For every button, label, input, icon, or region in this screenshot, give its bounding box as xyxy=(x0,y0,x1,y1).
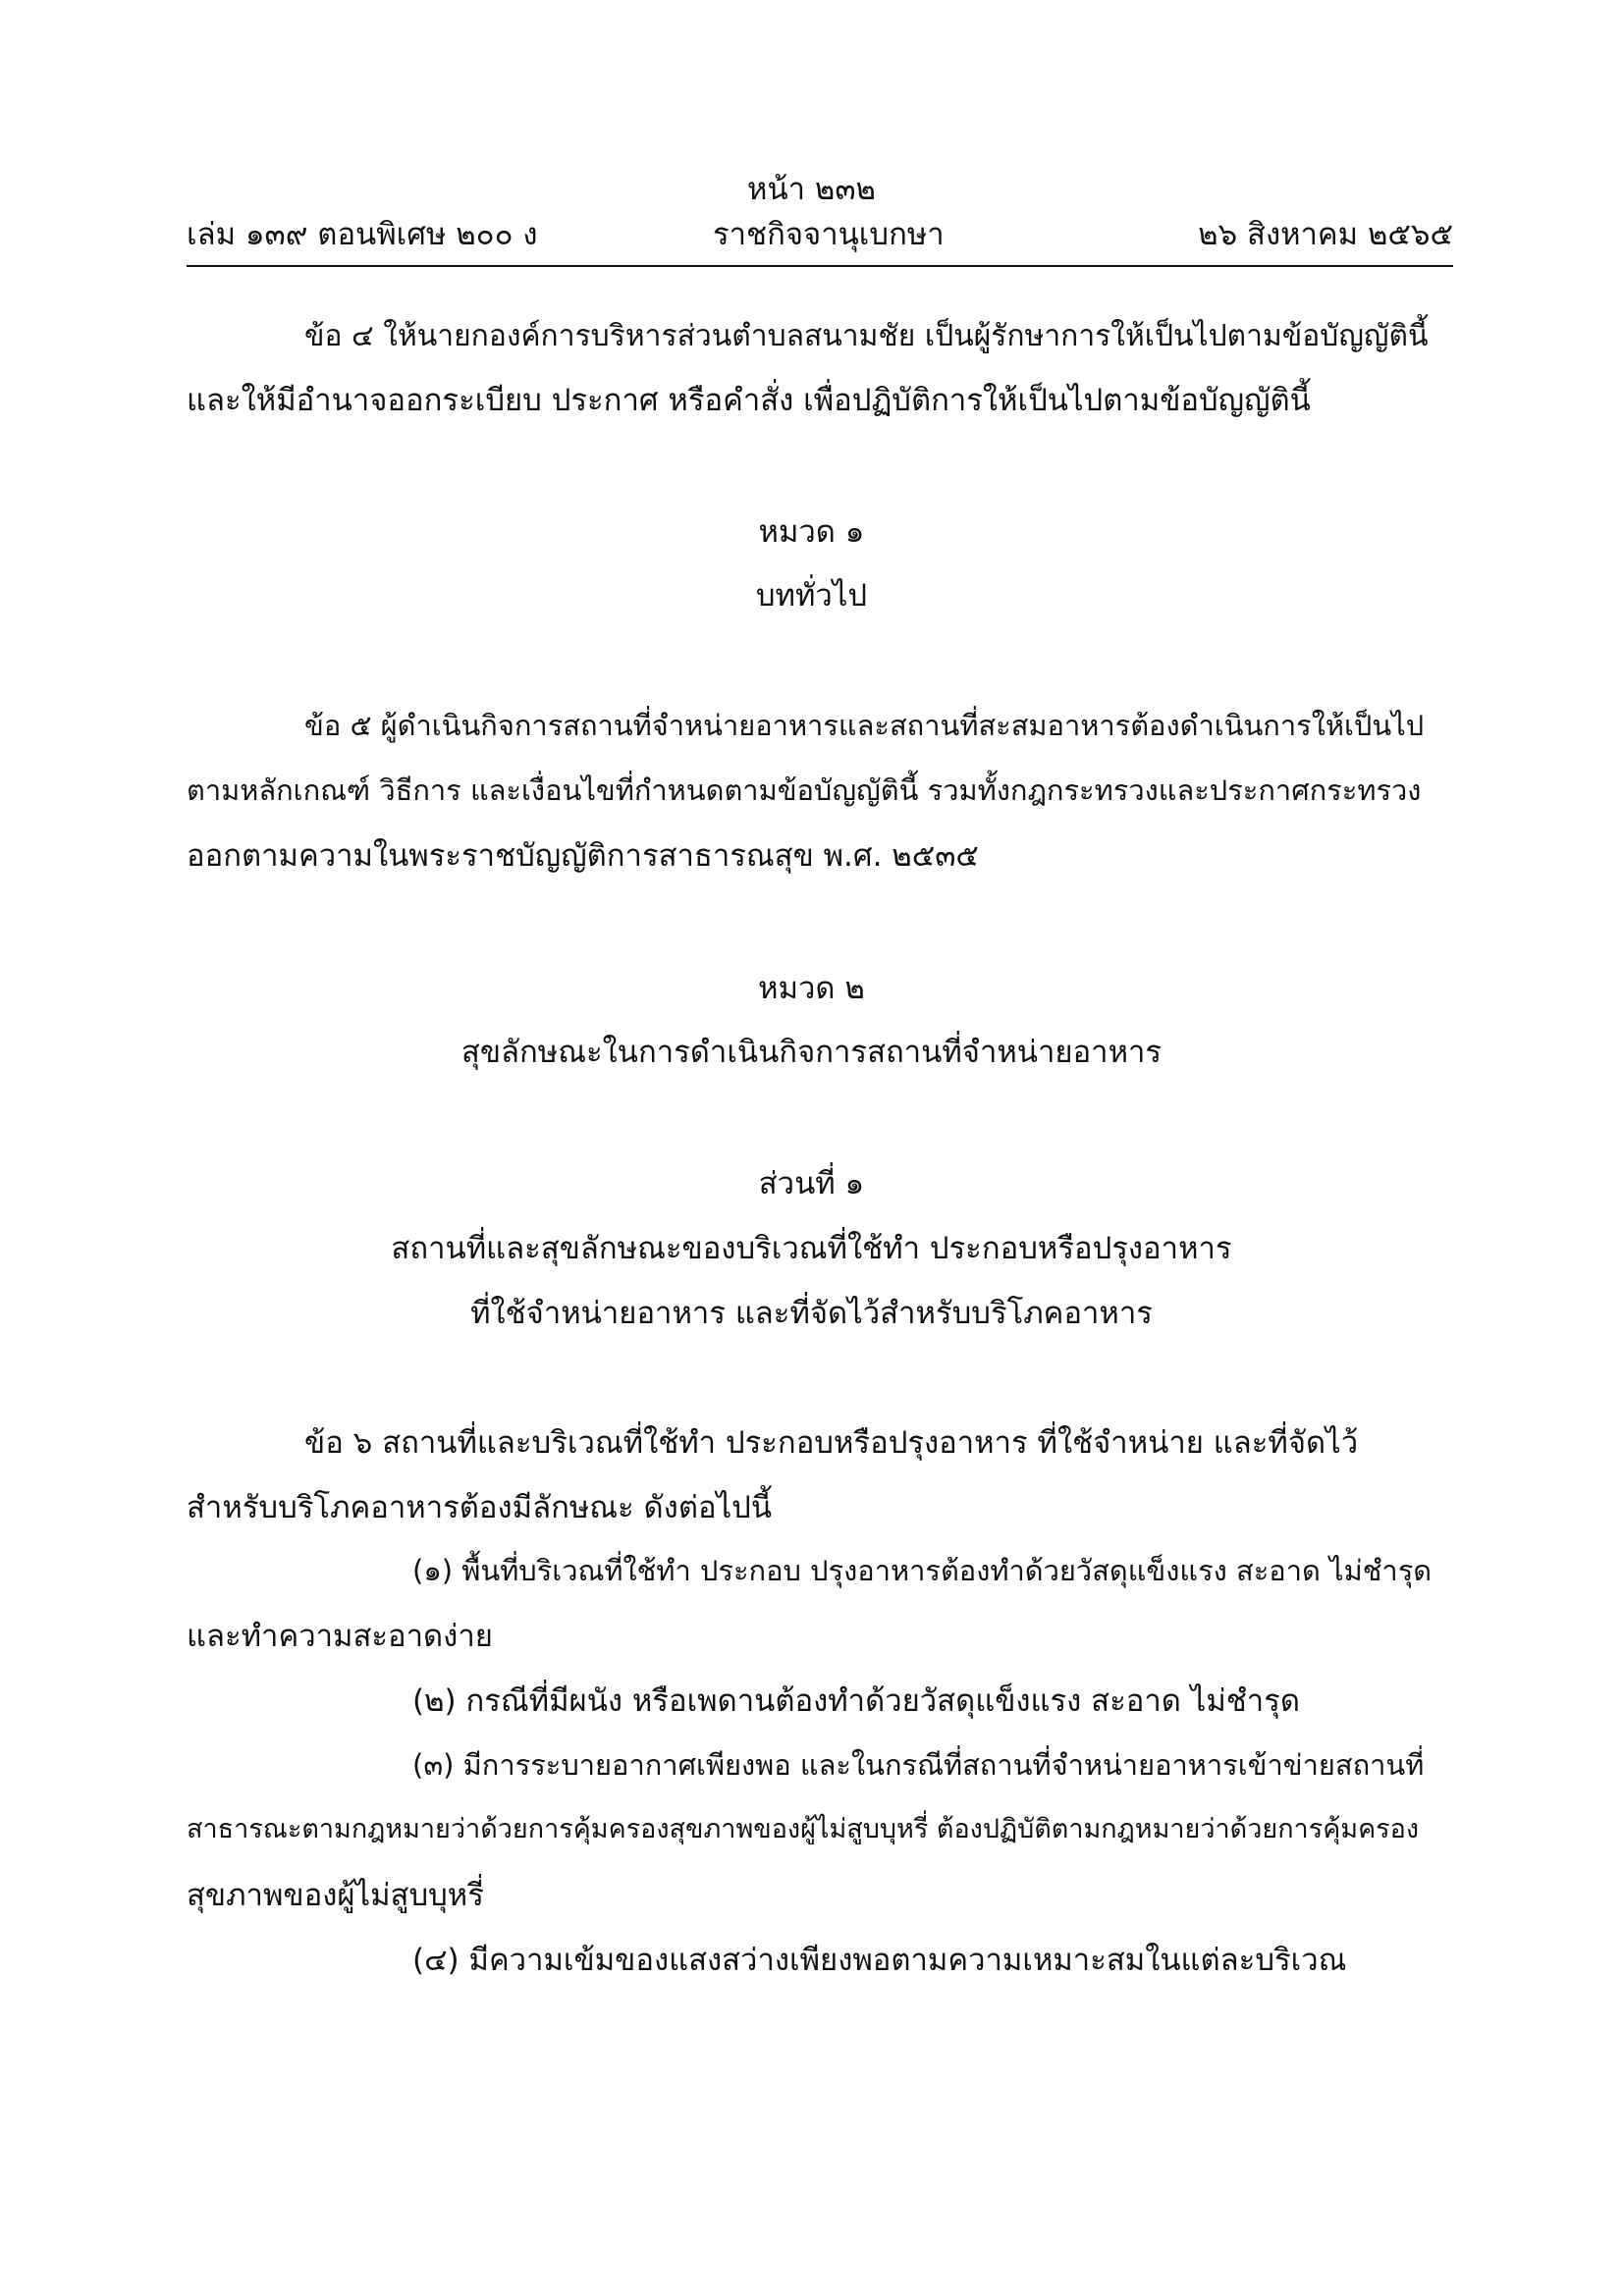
page-number: หน้า ๒๓๒ xyxy=(747,172,876,207)
clause-6-item-3-line-3: สุขภาพของผู้ไม่สูบบุหรี่ xyxy=(187,1878,484,1913)
clause-4-line-2: และให้มีอำนาจออกระเบียบ ประกาศ หรือคำสั่ง เพื่อปฏิบัติการให้เป็นไปตามข้อบัญญัตินี้ xyxy=(187,383,1311,418)
gazette-name: ราชกิจจานุเบกษา xyxy=(713,217,945,252)
clause-6-item-3-line-1: (๓) มีการระบายอากาศเพียงพอ และในกรณีที่สถานที่จำหน่ายอาหารเข้าข่ายสถานที่ xyxy=(412,1748,1425,1782)
clause-5-line-1: ข้อ ๕ ผู้ดำเนินกิจการสถานที่จำหน่ายอาหารและสถานที่สะสมอาหารต้องดำเนินการให้เป็นไป xyxy=(304,709,1425,742)
clause-6-line-2: สำหรับบริโภคอาหารต้องมีลักษณะ ดังต่อไปนี้ xyxy=(187,1490,773,1525)
clause-6-item-1-line-1: (๑) พื้นที่บริเวณที่ใช้ทำ ประกอบ ปรุงอาหารต้องทำด้วยวัสดุแข็งแรง สะอาด ไม่ชำรุด xyxy=(412,1554,1433,1587)
clause-6-item-2: (๒) กรณีที่มีผนัง หรือเพดานต้องทำด้วยวัสดุแข็งแรง สะอาด ไม่ชำรุด xyxy=(412,1683,1300,1719)
clause-4-line-1: ข้อ ๔ ให้นายกองค์การบริหารส่วนตำบลสนามชัย เป็นผู้รักษาการให้เป็นไปตามข้อบัญญัตินี้ xyxy=(304,319,1429,353)
clause-6-line-1: ข้อ ๖ สถานที่และบริเวณที่ใช้ทำ ประกอบหรือปรุงอาหาร ที่ใช้จำหน่าย และที่จัดไว้ xyxy=(304,1425,1359,1461)
chapter-1-number: หมวด ๑ xyxy=(758,514,865,550)
part-1-number: ส่วนที่ ๑ xyxy=(758,1166,865,1201)
volume-info: เล่ม ๑๓๙ ตอนพิเศษ ๒๐๐ ง xyxy=(187,217,538,252)
clause-6-item-3-line-2: สาธารณะตามกฎหมายว่าด้วยการคุ้มครองสุขภาพของผู้ไม่สูบบุหรี่ ต้องปฏิบัติตามกฎหมายว่าด้วยการคุ้มครอง xyxy=(187,1814,1420,1844)
header-rule xyxy=(187,265,1453,267)
clause-5-line-2: ตามหลักเกณฑ์ วิธีการ และเงื่อนไขที่กำหนดตามข้อบัญญัตินี้ รวมทั้งกฎกระทรวงและประกาศกระทรวง xyxy=(187,774,1422,807)
clause-6-item-4: (๔) มีความเข้มของแสงสว่างเพียงพอตามความเหมาะสมในแต่ละบริเวณ xyxy=(412,1943,1347,1978)
clause-6-item-1-line-2: และทำความสะอาดง่าย xyxy=(187,1619,493,1654)
chapter-2-title: สุขลักษณะในการดำเนินกิจการสถานที่จำหน่ายอาหาร xyxy=(460,1035,1163,1070)
part-1-title-line-1: สถานที่และสุขลักษณะของบริเวณที่ใช้ทำ ประกอบหรือปรุงอาหาร xyxy=(391,1231,1232,1266)
publication-date: ๒๖ สิงหาคม ๒๕๖๕ xyxy=(1198,217,1453,252)
chapter-1-title: บททั่วไป xyxy=(755,578,868,614)
chapter-2-number: หมวด ๒ xyxy=(758,971,865,1006)
part-1-title-line-2: ที่ใช้จำหน่ายอาหาร และที่จัดไว้สำหรับบริโภคอาหาร xyxy=(470,1296,1153,1331)
clause-5-line-3: ออกตามความในพระราชบัญญัติการสาธารณสุข พ.ศ. ๒๕๓๕ xyxy=(187,838,979,874)
